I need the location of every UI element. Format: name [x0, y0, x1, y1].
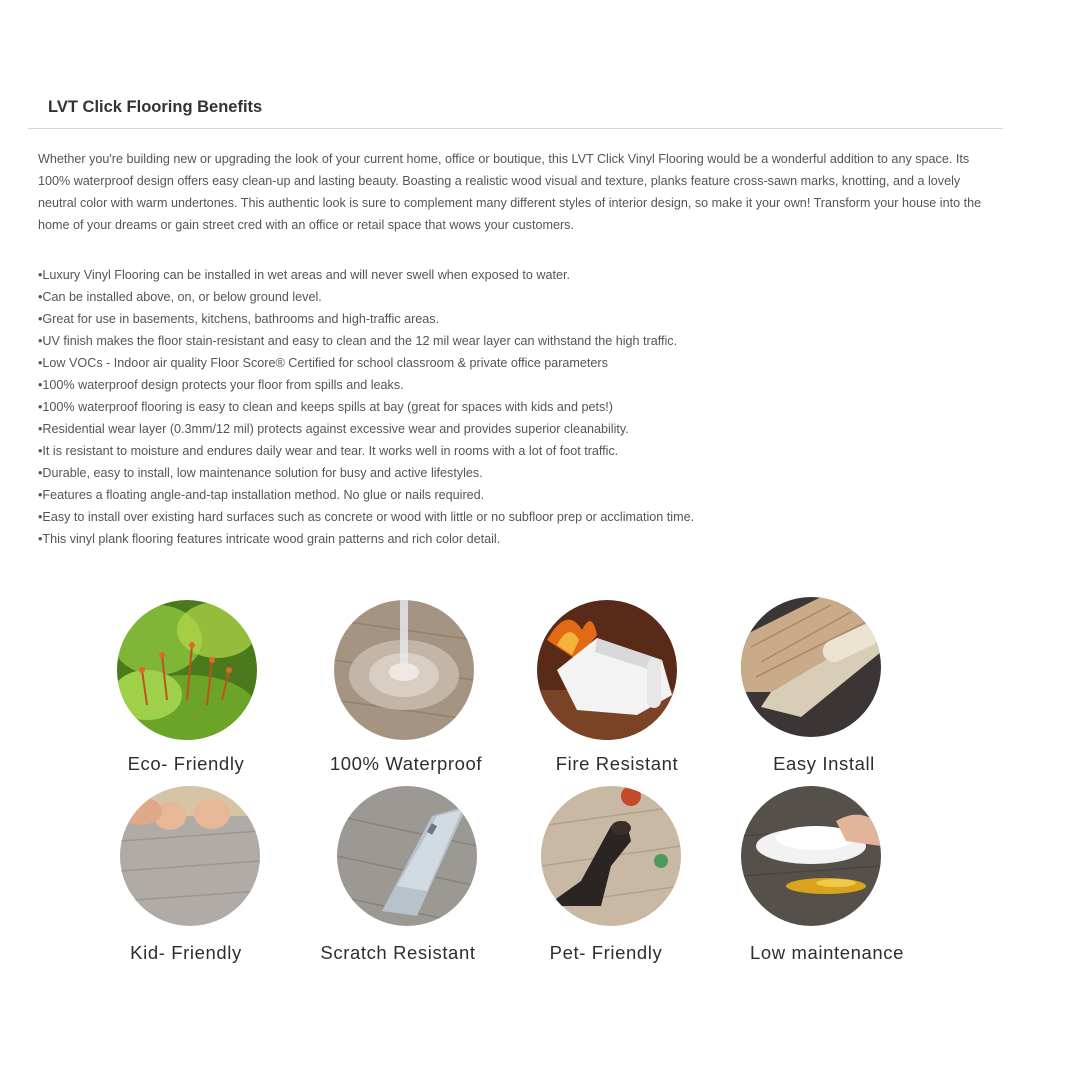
list-item: • Features a floating angle-and-tap installation method. No glue or nails required.: [38, 484, 998, 506]
list-item: • Easy to install over existing hard surfaces such as concrete or wood with little or no subfloor prep or acclimation time.: [38, 506, 998, 528]
list-item: • Can be installed above, on, or below ground level.: [38, 286, 998, 308]
list-item: • 100% waterproof flooring is easy to clean and keeps spills at bay (great for spaces with kids and pets!): [38, 396, 998, 418]
list-item: • UV finish makes the floor stain-resistant and easy to clean and the 12 mil wear layer can withstand the high traffic.: [38, 330, 998, 352]
feature-eco-friendly-image: [117, 600, 257, 740]
plank-install-photo-icon: [741, 597, 881, 737]
feature-label: Pet- Friendly: [549, 942, 663, 963]
feature-fire-resistant-image: [537, 600, 677, 740]
feature-label: Kid- Friendly: [130, 942, 242, 963]
benefits-list: [38, 264, 998, 550]
feature-label: Low maintenance: [749, 942, 904, 963]
list-item: • Durable, easy to install, low maintenance solution for busy and active lifestyles.: [38, 462, 998, 484]
feature-low-maintenance-image: [741, 786, 881, 926]
flame-photo-icon: [537, 600, 677, 740]
list-item: • It is resistant to moisture and endures daily wear and tear. It works well in rooms with a lot of foot traffic.: [38, 440, 998, 462]
utility-knife-photo-icon: [337, 786, 477, 926]
feature-label: Scratch Resistant: [320, 942, 476, 963]
feature-label: Eco- Friendly: [127, 753, 245, 774]
list-item: • Residential wear layer (0.3mm/12 mil) protects against excessive wear and provides superior cleanability.: [38, 418, 998, 440]
list-item: • Luxury Vinyl Flooring can be installed in wet areas and will never swell when exposed to water.: [38, 264, 998, 286]
baby-hands-photo-icon: [120, 786, 260, 926]
feature-pet-friendly-image: [541, 786, 681, 926]
cloth-wipe-photo-icon: [741, 786, 881, 926]
intro-paragraph: Whether you're building new or upgrading the look of your current home, office or boutique, this LVT Click Vinyl Flooring would be a wonderful addition to any space. Its 100% waterproof design offers easy clean-up and lasting beauty. Boasting a realistic wood visual and texture, planks feature cross-sawn marks, knotting, and a lovely neutral color with warm undertones. This authentic look is sure to complement many different styles of interior design, so make it your own! Transform your house into the home of your dreams or gain street cred with an office or retail space that wows your customers.: [38, 152, 982, 232]
list-item: • Great for use in basements, kitchens, bathrooms and high-traffic areas.: [38, 308, 998, 330]
feature-label: 100% Waterproof: [329, 753, 483, 774]
list-item: • 100% waterproof design protects your floor from spills and leaks.: [38, 374, 998, 396]
feature-waterproof-image: [334, 600, 474, 740]
feature-label: Fire Resistant: [555, 753, 679, 774]
feature-label: Easy Install: [773, 753, 875, 774]
feature-kid-friendly-image: [120, 786, 260, 926]
page-heading: LVT Click Flooring Benefits: [48, 98, 263, 116]
feature-scratch-resistant-image: [337, 786, 477, 926]
dog-photo-icon: [541, 786, 681, 926]
water-drop-photo-icon: [334, 600, 474, 740]
list-item: • This vinyl plank flooring features intricate wood grain patterns and rich color detail.: [38, 528, 998, 550]
moss-photo-icon: [117, 600, 257, 740]
list-item: • Low VOCs - Indoor air quality Floor Score® Certified for school classroom & private office parameters: [38, 352, 998, 374]
feature-easy-install-image: [741, 597, 881, 737]
divider: [28, 128, 1003, 129]
